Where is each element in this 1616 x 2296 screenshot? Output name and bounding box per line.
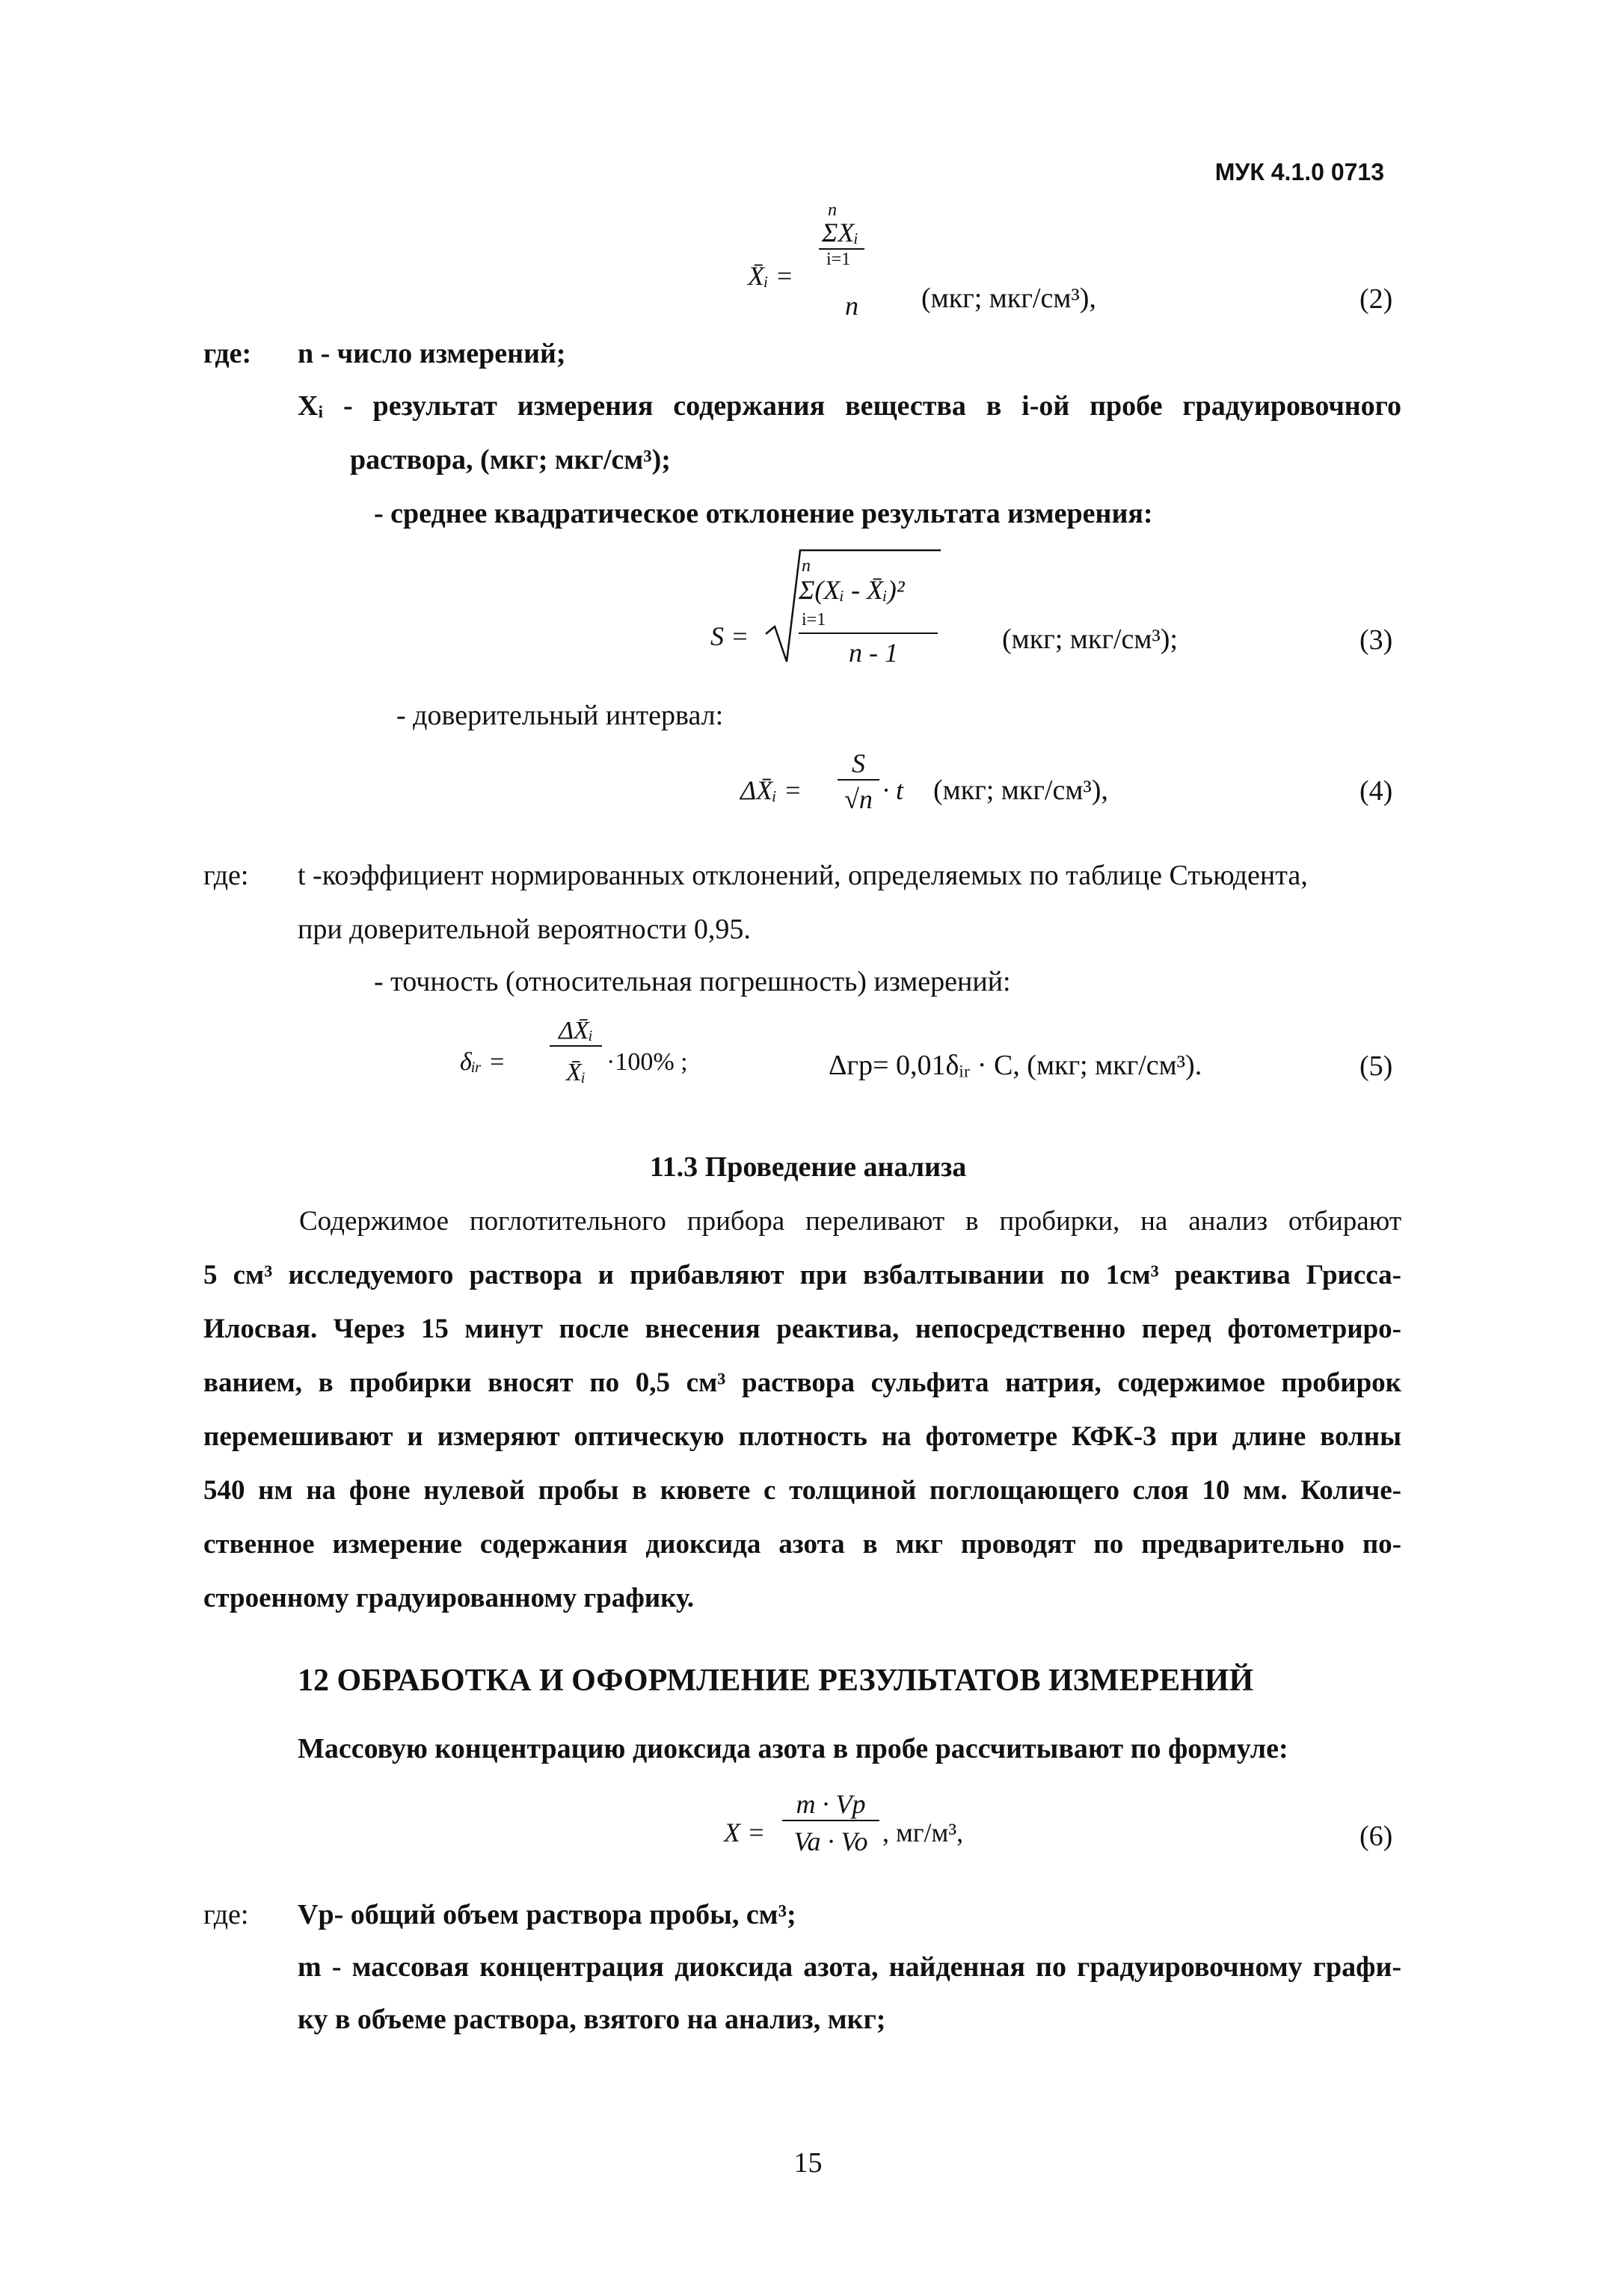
where-label-1: где:: [203, 338, 252, 369]
eq2-sum: ΣXᵢ: [822, 218, 859, 247]
page-number: 15: [793, 2147, 823, 2179]
eq4-tail: · t: [882, 775, 904, 805]
eq3-denominator: n - 1: [849, 638, 898, 668]
paragraph-line: 540 нм на фоне нулевой пробы в кювете с толщиной поглощающего слоя 10 мм. Количе-: [203, 1475, 1401, 1506]
where-label-2: где:: [203, 860, 249, 891]
eq2-units: (мкг; мкг/см³),: [921, 283, 1096, 314]
t-definition-line1: t -коэффициент нормированных отклонений, определяемых по таблице Стьюдента,: [298, 860, 1308, 891]
eq3-lhs: S =: [710, 621, 749, 651]
eq6-lhs: X =: [724, 1818, 766, 1847]
eq2-lhs: X̄ᵢ =: [748, 261, 793, 291]
eq6-denominator: Va · Vo: [793, 1826, 868, 1856]
paragraph-line: ванием, в пробирки вносят по 0,5 см³ раствора сульфита натрия, содержимое пробирок: [203, 1367, 1401, 1398]
paragraph-line: Илосвая. Через 15 минут после внесения реактива, непосредственно перед фотометриро-: [203, 1314, 1401, 1344]
t-definition-line2: при доверительной вероятности 0,95.: [298, 914, 751, 945]
eq3-numerator: Σ(Xᵢ - X̄ᵢ)²: [799, 575, 905, 605]
eq2-denominator: n: [845, 291, 858, 321]
eq5-rhs: Δгр= 0,01δᵢᵣ · C, (мкг; мкг/см³).: [829, 1050, 1202, 1081]
eq6-units: , мг/м³,: [882, 1818, 964, 1847]
eq3-sum-top: n: [802, 556, 811, 576]
eq5-numerator: ΔX̄ᵢ: [550, 1017, 602, 1047]
eq4-numerator: S: [838, 748, 879, 781]
section-11-3-title: 11.3 Проведение анализа: [649, 1151, 967, 1183]
m-definition-line1: m - массовая концентрация диоксида азота, найденная по градуировочному графи-: [298, 1951, 1401, 1983]
xi-definition-line2: раствора, (мкг; мкг/см³);: [350, 444, 671, 475]
eq4-units: (мкг; мкг/см³),: [933, 775, 1108, 806]
eq4-lhs: ΔX̄ᵢ =: [740, 775, 802, 805]
where-label-3: где:: [203, 1899, 249, 1930]
eq5-number: (5): [1360, 1050, 1393, 1082]
n-definition: n - число измерений;: [298, 338, 566, 369]
paragraph-line: 5 см³ исследуемого раствора и прибавляют при взбалтывании по 1см³ реактива Грисса-: [203, 1260, 1401, 1290]
document-code: МУК 4.1.0 0713: [1214, 158, 1384, 185]
ci-title: - доверительный интервал:: [396, 700, 724, 731]
paragraph-line: Содержимое поглотительного прибора переливают в пробирки, на анализ отбирают: [299, 1206, 1401, 1237]
eq3-sum-bottom: i=1: [802, 610, 826, 630]
eq4-number: (4): [1360, 775, 1393, 807]
eq6-number: (6): [1360, 1821, 1393, 1852]
section-12-intro: Массовую концентрацию диоксида азота в пробе рассчитывают по формуле:: [298, 1733, 1288, 1764]
eq5-lhs: δᵢᵣ =: [460, 1048, 506, 1076]
eq3-units: (мкг; мкг/см³);: [1002, 624, 1178, 655]
xi-definition-line1: Xᵢ - результат измерения содержания вещества в i-ой пробе градуировочного: [298, 390, 1401, 422]
eq2-sum-bottom: i=1: [826, 250, 851, 269]
vp-definition: Vр- общий объем раствора пробы, см³;: [298, 1899, 796, 1930]
paragraph-line: ственное измерение содержания диоксида азота в мкг проводят по предварительно по-: [203, 1529, 1401, 1560]
paragraph-line: строенному градуированному графику.: [203, 1583, 695, 1613]
accuracy-title: - точность (относительная погрешность) измерений:: [374, 966, 1011, 997]
eq2-sum-top: n: [828, 200, 837, 220]
section-12-title: 12 ОБРАБОТКА И ОФОРМЛЕНИЕ РЕЗУЛЬТАТОВ ИЗМЕРЕНИЙ: [298, 1663, 1254, 1698]
paragraph-line: перемешивают и измеряют оптическую плотность на фотометре КФК-3 при длине волны: [203, 1421, 1401, 1452]
eq3-number: (3): [1360, 624, 1393, 656]
eq4-denominator: √n: [844, 784, 873, 814]
eq5-tail: ·100% ;: [606, 1048, 688, 1076]
eq5-denominator: X̄ᵢ: [565, 1059, 586, 1086]
eq6-numerator: m · Vp: [782, 1788, 879, 1821]
sd-title: - среднее квадратическое отклонение результата измерения:: [374, 498, 1153, 529]
eq2-number: (2): [1360, 283, 1393, 315]
m-definition-line2: ку в объеме раствора, взятого на анализ, мкг;: [298, 2004, 886, 2035]
